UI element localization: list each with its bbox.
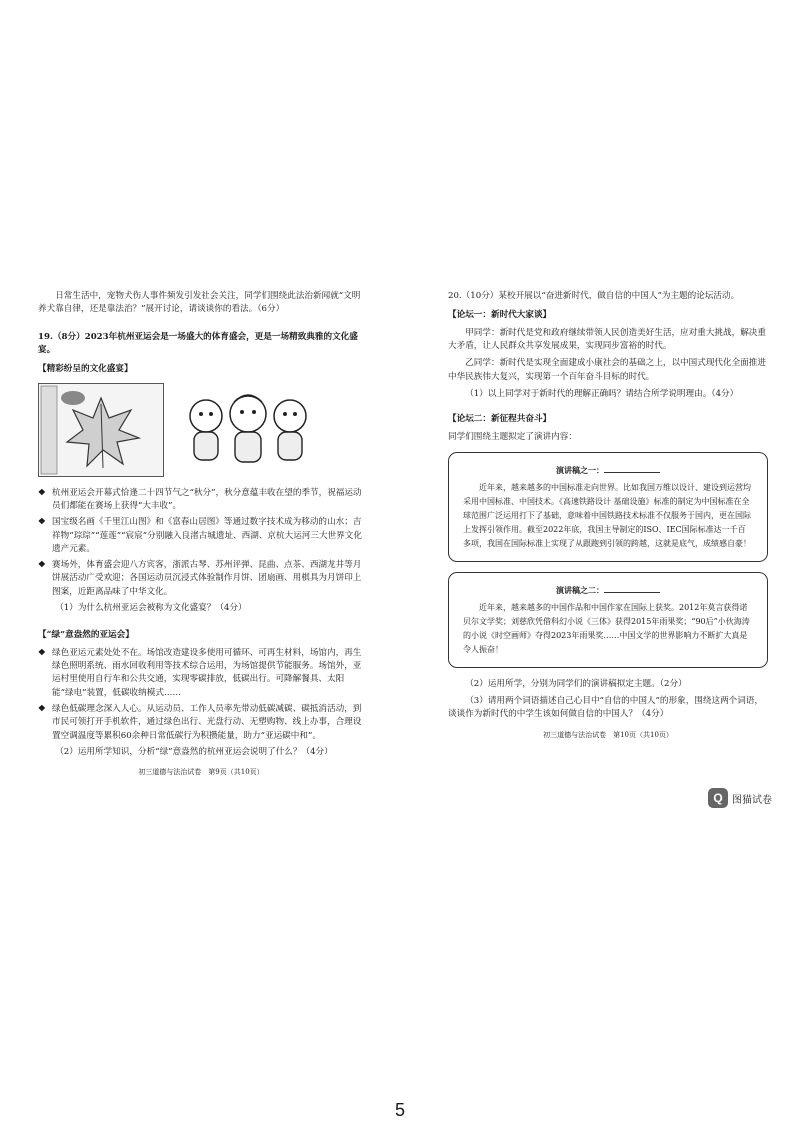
list-item: ❖ 赛场外，体育盛会迎八方宾客，浙派古琴、苏州评弹、昆曲、点茶、西湖龙井等月饼展活动广受欢迎；各国运动员沉浸式体验制作月饼、团扇画、用棋具为月饼印上图案，近距离品味了中华文化。 <box>38 560 362 597</box>
autumn-leaf-image <box>38 383 164 477</box>
logo-icon: Q <box>708 788 728 808</box>
question-19-1: （1）为什么杭州亚运会被称为文化盛宴？（4分） <box>55 603 247 614</box>
speech-box-1 <box>448 452 768 562</box>
speech-box-1-title: 演讲稿之一： <box>463 463 753 477</box>
speech-box-2 <box>448 572 768 668</box>
list-item: ❖ 绿色亚运元素处处不在。场馆改造建设多使用可循环、可再生材料，场馆内，再生绿色照明系统、雨水回收利用等技术综合运用，为场馆提供节能服务。场馆外，亚运村里使用自行车和公共交通，实现零碳排放，低碳出行。可降解餐具、太阳能“绿电”装置，低碳收纳模式…… <box>38 647 362 698</box>
left-page <box>38 290 364 778</box>
logo-text: 图猫试卷 <box>732 794 772 806</box>
question-20-heading: 20.（10分）某校开展以“奋进新时代，做自信的中国人”为主题的论坛活动。 <box>448 291 740 301</box>
speech-intro: 同学们围绕主题拟定了演讲内容： <box>448 431 577 442</box>
list-item: ❖ 杭州亚运会开幕式恰逢二十四节气之“秋分”，秋分意蕴丰收在望的季节，祝福运动员们都能在赛场上获得“大丰收”。 <box>38 487 362 511</box>
watermark-logo <box>708 788 772 808</box>
page-footer-left: 初三道德与法治试卷 第9页（共10页） <box>138 768 264 777</box>
right-page <box>448 290 768 741</box>
list-item: ❖ 国宝级名画《千里江山图》和《富春山居图》等通过数字技术成为移动的山水；吉祥物“琮琮”“莲莲”“宸宸”分别融入良渚古城遗址、西湖、京杭大运河三大世界文化遗产元素。 <box>38 517 362 554</box>
question-20-1: （1）以上同学对于新时代的理解正确吗？请结合所学说明理由。（4分） <box>465 388 739 399</box>
speech-box-2-title: 演讲稿之二： <box>463 583 753 597</box>
intro-paragraph: 日常生活中，宠物犬伤人事件频发引发社会关注，同学们围绕此法治新闻就“文明养犬靠自律，还是靠法治？”展开讨论，请谈谈你的看法。（6分） <box>38 291 361 315</box>
student-yi-paragraph: 乙同学：新时代是实现全面建成小康社会的基础之上，以中国式现代化全面推进中华民族伟大复兴，实现第一个百年奋斗目标的时代。 <box>448 358 766 382</box>
speech-box-1-text: 近年来，越来越多的中国标准走向世界。比如我国万维以设计、建设到运营均采用中国标准、中国技术。《高速铁路设计 基础设施》标准的制定为中国标准在全球范围广泛运用打下了基础，意味着中国铁路技术标准不仅服务于国内，更在国际上发挥引领作用。截至2022年底，我国主导制定的ISO、IEC国际标准达一千百多项，我国在国际标准上实现了从跟跑到引领的跨越，这就是底气，成绩感自豪！ <box>463 482 751 548</box>
page-number: 5 <box>394 1100 405 1120</box>
section-title-culture: 【精彩纷呈的文化盛宴】 <box>38 364 133 375</box>
illustrations <box>38 383 364 477</box>
question-19-heading: 19.（8分）2023年杭州亚运会是一场盛大的体育盛会，更是一场精致典雅的文化盛宴。 <box>38 331 358 355</box>
question-20-2: （2）运用所学，分别为同学们的演讲稿拟定主题。（2分） <box>465 678 687 689</box>
page-footer-right: 初三道德与法治试卷 第10页（共10页） <box>543 730 673 739</box>
list-item: ❖ 绿色低碳理念深入人心。从运动员、工作人员率先带动低碳减碳、碳抵消活动，到市民可领打开手机软件，通过绿色出行、光盘行动、无塑购物、线上办事，合理设置空调温度等累积60余种日常低碳行为积攒能量，助力“亚运碳中和”。 <box>38 703 362 741</box>
section-title-green: 【“绿”意盎然的亚运会】 <box>38 630 134 641</box>
question-19-2: （2）运用所学知识，分析“绿”意盎然的杭州亚运会说明了什么？（4分） <box>55 746 333 757</box>
mascots-image <box>178 388 318 472</box>
question-20-3: （3）请用两个词语描述自己心目中“自信的中国人”的形象，围绕这两个词语，谈谈作为新时代的中学生该如何做自信的中国人？（4分） <box>448 696 764 720</box>
section-title-forum-2: 【论坛二：新征程共奋斗】 <box>448 414 552 425</box>
speech-box-2-text: 近年来，越来越多的中国作品和中国作家在国际上获奖。2012年莫言获得诺贝尔文学奖；刘慈欣凭借科幻小说《三体》获得2015年雨果奖；“90后”小伙海涛的小说《时空画师》夺得2023年雨果奖……中国文学的世界影响力不断扩大真是令人振奋！ <box>463 602 750 654</box>
section-title-forum-1: 【论坛一：新时代大家谈】 <box>448 310 552 321</box>
student-jia-paragraph: 甲同学：新时代是党和政府继续带领人民创造美好生活，应对重大挑战，解决重大矛盾，让人民群众共享发展成果，实现同步富裕的时代。 <box>448 327 766 351</box>
